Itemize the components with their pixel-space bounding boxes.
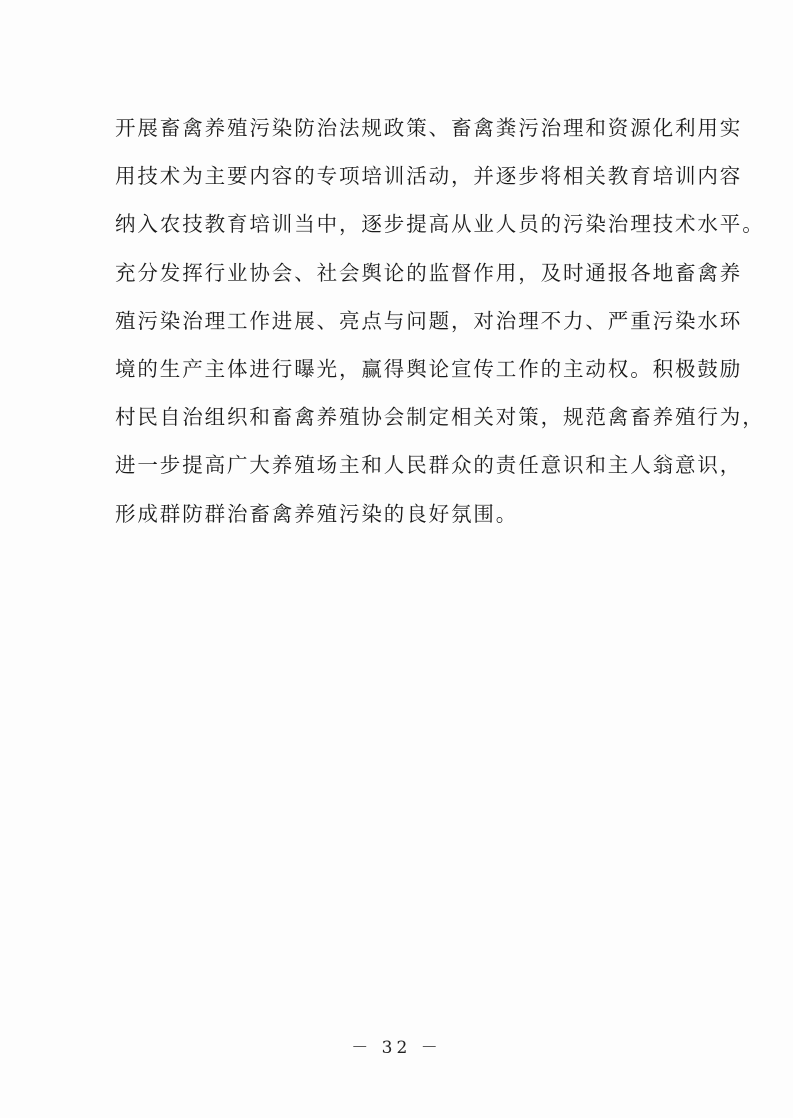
text-line: 村民自治组织和畜禽养殖协会制定相关对策，规范禽畜养殖行为， — [115, 405, 765, 430]
text-line: 殖污染治理工作进展、亮点与问题，对治理不力、严重污染水环 — [115, 308, 743, 333]
text-line: 纳入农技教育培训当中，逐步提高从业人员的污染治理技术水平。 — [115, 212, 765, 237]
text-line: 用技术为主要内容的专项培训活动，并逐步将相关教育培训内容 — [115, 164, 743, 189]
page-number: － 32 － — [351, 1038, 442, 1058]
text-line: 境的生产主体进行曝光，赢得舆论宣传工作的主动权。积极鼓励 — [115, 356, 743, 381]
text-line: 形成群防群治畜禽养殖污染的良好氛围。 — [115, 501, 519, 526]
text-line: 充分发挥行业协会、社会舆论的监督作用，及时通报各地畜禽养 — [115, 260, 743, 285]
text-line: 进一步提高广大养殖场主和人民群众的责任意识和主人翁意识， — [115, 453, 743, 478]
body-paragraph — [115, 104, 765, 538]
text-line: 开展畜禽养殖污染防治法规政策、畜禽粪污治理和资源化利用实 — [115, 116, 743, 140]
